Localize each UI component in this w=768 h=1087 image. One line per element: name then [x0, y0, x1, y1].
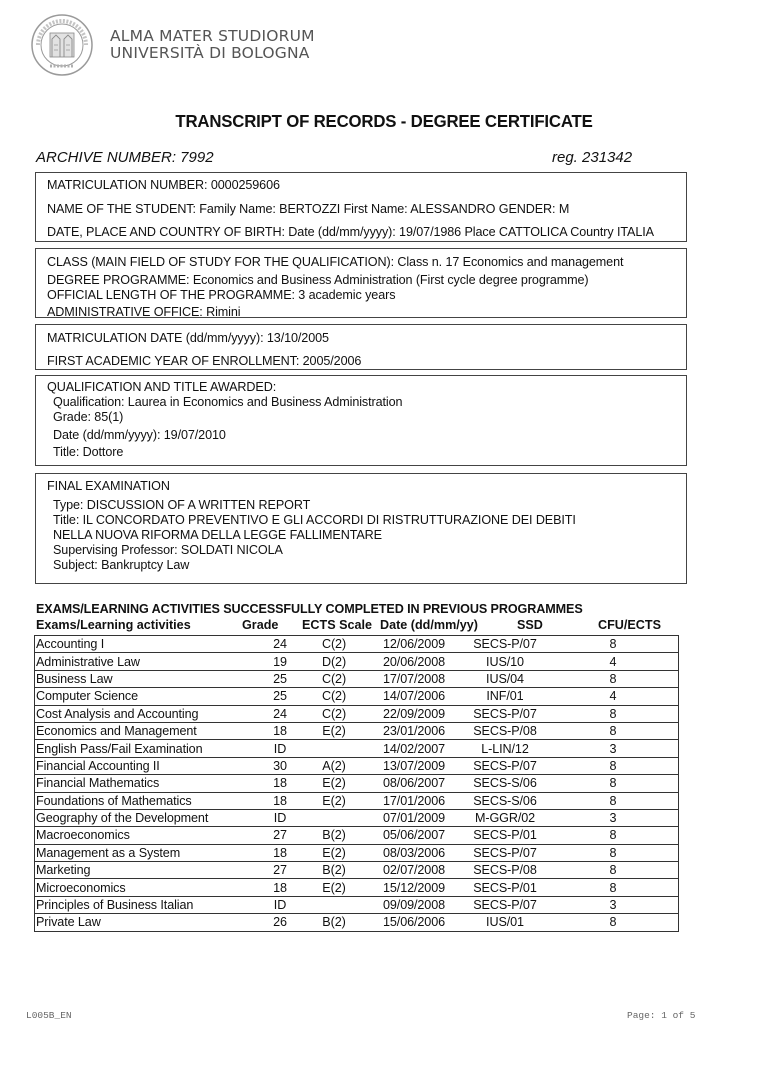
- exam-ects-scale: [302, 740, 366, 757]
- exam-grade: 18: [258, 775, 302, 792]
- university-name: [110, 28, 315, 62]
- official-length: OFFICIAL LENGTH OF THE PROGRAMME: 3 academic years: [47, 288, 396, 302]
- exam-date: 05/06/2007: [366, 827, 462, 844]
- qualification-name: Qualification: Laurea in Economics and Business Administration: [53, 395, 403, 409]
- final-exam-type: Type: DISCUSSION OF A WRITTEN REPORT: [53, 498, 311, 512]
- exam-grade: 26: [258, 914, 302, 931]
- exam-cfu: 8: [548, 705, 679, 722]
- table-row: [35, 636, 679, 653]
- exam-ssd: SECS-P/01: [462, 827, 548, 844]
- exam-name: Private Law: [35, 914, 259, 931]
- exam-ects-scale: C(2): [302, 670, 366, 687]
- exam-grade: 24: [258, 636, 302, 653]
- exam-grade: 25: [258, 670, 302, 687]
- exam-ects-scale: B(2): [302, 827, 366, 844]
- exam-cfu: 8: [548, 636, 679, 653]
- exam-cfu: 3: [548, 740, 679, 757]
- table-row: [35, 688, 679, 705]
- exam-ssd: SECS-P/07: [462, 844, 548, 861]
- exam-ssd: SECS-P/01: [462, 879, 548, 896]
- exam-name: Foundations of Mathematics: [35, 792, 259, 809]
- exam-ssd: INF/01: [462, 688, 548, 705]
- exam-date: 17/07/2008: [366, 670, 462, 687]
- table-row: [35, 862, 679, 879]
- exam-name: Business Law: [35, 670, 259, 687]
- exam-date: 23/01/2006: [366, 722, 462, 739]
- exam-name: Macroeconomics: [35, 827, 259, 844]
- exam-cfu: 8: [548, 879, 679, 896]
- qualification-box: [35, 375, 687, 466]
- table-row: [35, 775, 679, 792]
- exam-grade: 18: [258, 722, 302, 739]
- exam-ects-scale: C(2): [302, 688, 366, 705]
- column-header-date: Date (dd/mm/yy): [380, 618, 478, 632]
- column-header-ssd: SSD: [517, 618, 543, 632]
- exam-grade: 30: [258, 757, 302, 774]
- exam-date: 20/06/2008: [366, 653, 462, 670]
- birth-details: DATE, PLACE AND COUNTRY OF BIRTH: Date (dd/mm/yyyy): 19/07/1986 Place CATTOLICA Country ITALIA: [47, 225, 654, 239]
- exam-grade: 18: [258, 879, 302, 896]
- exam-ects-scale: C(2): [302, 636, 366, 653]
- exam-name: Computer Science: [35, 688, 259, 705]
- table-row: [35, 879, 679, 896]
- exam-ssd: SECS-P/08: [462, 722, 548, 739]
- exam-ssd: SECS-S/06: [462, 792, 548, 809]
- exam-ects-scale: B(2): [302, 862, 366, 879]
- matriculation-number: MATRICULATION NUMBER: 0000259606: [47, 178, 280, 192]
- student-info-box: [35, 172, 687, 242]
- exam-grade: ID: [258, 809, 302, 826]
- exam-ssd: SECS-S/06: [462, 775, 548, 792]
- exam-cfu: 8: [548, 775, 679, 792]
- exam-date: 14/07/2006: [366, 688, 462, 705]
- university-seal-icon: [30, 13, 94, 77]
- exam-ssd: IUS/01: [462, 914, 548, 931]
- exam-ssd: SECS-P/07: [462, 896, 548, 913]
- exam-ects-scale: E(2): [302, 722, 366, 739]
- exam-cfu: 8: [548, 827, 679, 844]
- exam-cfu: 8: [548, 670, 679, 687]
- final-exam-box: [35, 473, 687, 584]
- exam-date: 07/01/2009: [366, 809, 462, 826]
- final-exam-title-line2: NELLA NUOVA RIFORMA DELLA LEGGE FALLIMENTARE: [53, 528, 382, 542]
- exam-ssd: L-LIN/12: [462, 740, 548, 757]
- programme-info-box: [35, 248, 687, 318]
- exam-grade: 27: [258, 862, 302, 879]
- student-name: NAME OF THE STUDENT: Family Name: BERTOZZI First Name: ALESSANDRO GENDER: M: [47, 202, 570, 216]
- exam-grade: 27: [258, 827, 302, 844]
- exam-grade: 24: [258, 705, 302, 722]
- exam-date: 17/01/2006: [366, 792, 462, 809]
- table-row: [35, 896, 679, 913]
- exams-heading: EXAMS/LEARNING ACTIVITIES SUCCESSFULLY COMPLETED IN PREVIOUS PROGRAMMES: [36, 602, 583, 616]
- degree-programme: DEGREE PROGRAMME: Economics and Business Administration (First cycle degree programme): [47, 273, 589, 287]
- exam-ects-scale: B(2): [302, 914, 366, 931]
- exam-date: 09/09/2008: [366, 896, 462, 913]
- exam-name: English Pass/Fail Examination: [35, 740, 259, 757]
- exam-cfu: 8: [548, 844, 679, 861]
- exam-cfu: 8: [548, 862, 679, 879]
- exam-ssd: SECS-P/07: [462, 757, 548, 774]
- exam-date: 12/06/2009: [366, 636, 462, 653]
- exam-grade: 19: [258, 653, 302, 670]
- table-row: [35, 722, 679, 739]
- exam-ssd: IUS/10: [462, 653, 548, 670]
- exam-name: Microeconomics: [35, 879, 259, 896]
- qualification-heading: QUALIFICATION AND TITLE AWARDED:: [47, 380, 277, 394]
- exam-grade: 18: [258, 844, 302, 861]
- exam-grade: 18: [258, 792, 302, 809]
- exam-date: 08/06/2007: [366, 775, 462, 792]
- exam-ects-scale: D(2): [302, 653, 366, 670]
- exam-name: Management as a System: [35, 844, 259, 861]
- exam-name: Financial Mathematics: [35, 775, 259, 792]
- exam-name: Marketing: [35, 862, 259, 879]
- exam-ssd: SECS-P/07: [462, 705, 548, 722]
- exam-date: 08/03/2006: [366, 844, 462, 861]
- table-row: [35, 757, 679, 774]
- exam-cfu: 8: [548, 914, 679, 931]
- exam-ects-scale: A(2): [302, 757, 366, 774]
- exam-grade: 25: [258, 688, 302, 705]
- exam-date: 14/02/2007: [366, 740, 462, 757]
- exam-date: 15/06/2006: [366, 914, 462, 931]
- administrative-office: ADMINISTRATIVE OFFICE: Rimini: [47, 305, 241, 319]
- final-exam-subject: Subject: Bankruptcy Law: [53, 558, 190, 572]
- qualification-date: Date (dd/mm/yyyy): 19/07/2010: [53, 428, 226, 442]
- exam-grade: ID: [258, 740, 302, 757]
- table-row: [35, 792, 679, 809]
- table-row: [35, 740, 679, 757]
- exam-grade: ID: [258, 896, 302, 913]
- exam-name: Economics and Management: [35, 722, 259, 739]
- exam-ssd: IUS/04: [462, 670, 548, 687]
- table-row: [35, 914, 679, 931]
- exam-cfu: 4: [548, 653, 679, 670]
- qualification-title: Title: Dottore: [53, 445, 124, 459]
- exam-ects-scale: E(2): [302, 792, 366, 809]
- exam-ssd: M-GGR/02: [462, 809, 548, 826]
- exam-cfu: 3: [548, 896, 679, 913]
- exam-name: Geography of the Development: [35, 809, 259, 826]
- university-name-line1: ALMA MATER STUDIORUM: [110, 27, 315, 45]
- exam-ects-scale: E(2): [302, 775, 366, 792]
- matriculation-date: MATRICULATION DATE (dd/mm/yyyy): 13/10/2005: [47, 331, 329, 345]
- table-row: [35, 705, 679, 722]
- exam-name: Accounting I: [35, 636, 259, 653]
- document-title: TRANSCRIPT OF RECORDS - DEGREE CERTIFICATE: [175, 111, 593, 131]
- exam-cfu: 8: [548, 757, 679, 774]
- exam-ssd: SECS-P/07: [462, 636, 548, 653]
- registration-number: reg. 231342: [552, 149, 633, 166]
- exam-cfu: 8: [548, 722, 679, 739]
- enrollment-info-box: [35, 324, 687, 370]
- column-header-ects-scale: ECTS Scale: [302, 618, 372, 632]
- final-exam-heading: FINAL EXAMINATION: [47, 479, 170, 493]
- column-header-grade: Grade: [242, 618, 279, 632]
- column-header-cfu-ects: CFU/ECTS: [598, 618, 661, 632]
- exam-date: 13/07/2009: [366, 757, 462, 774]
- exam-name: Principles of Business Italian: [35, 896, 259, 913]
- first-academic-year: FIRST ACADEMIC YEAR OF ENROLLMENT: 2005/2006: [47, 354, 362, 368]
- table-row: [35, 670, 679, 687]
- exam-ssd: SECS-P/08: [462, 862, 548, 879]
- university-header: [30, 12, 315, 78]
- exam-date: 02/07/2008: [366, 862, 462, 879]
- exam-date: 15/12/2009: [366, 879, 462, 896]
- table-row: [35, 653, 679, 670]
- exam-ects-scale: C(2): [302, 705, 366, 722]
- exam-cfu: 8: [548, 792, 679, 809]
- exam-ects-scale: E(2): [302, 844, 366, 861]
- exam-date: 22/09/2009: [366, 705, 462, 722]
- university-name-line2: UNIVERSITÀ DI BOLOGNA: [110, 44, 310, 62]
- page-number: Page: 1 of 5: [627, 1010, 696, 1021]
- exams-table: [34, 635, 679, 932]
- exam-ects-scale: E(2): [302, 879, 366, 896]
- archive-number: ARCHIVE NUMBER: 7992: [36, 149, 214, 166]
- exam-name: Administrative Law: [35, 653, 259, 670]
- qualification-grade: Grade: 85(1): [53, 410, 124, 424]
- exam-name: Cost Analysis and Accounting: [35, 705, 259, 722]
- column-header-activity: Exams/Learning activities: [36, 618, 191, 632]
- exam-ects-scale: [302, 809, 366, 826]
- exam-name: Financial Accounting II: [35, 757, 259, 774]
- study-class: CLASS (MAIN FIELD OF STUDY FOR THE QUALIFICATION): Class n. 17 Economics and management: [47, 255, 624, 269]
- table-row: [35, 827, 679, 844]
- exam-ects-scale: [302, 896, 366, 913]
- final-exam-title-line1: Title: IL CONCORDATO PREVENTIVO E GLI ACCORDI DI RISTRUTTURAZIONE DEI DEBITI: [53, 513, 576, 527]
- exam-cfu: 3: [548, 809, 679, 826]
- table-row: [35, 844, 679, 861]
- final-exam-supervisor: Supervising Professor: SOLDATI NICOLA: [53, 543, 283, 557]
- form-code: L005B_EN: [26, 1010, 72, 1021]
- exam-cfu: 4: [548, 688, 679, 705]
- table-row: [35, 809, 679, 826]
